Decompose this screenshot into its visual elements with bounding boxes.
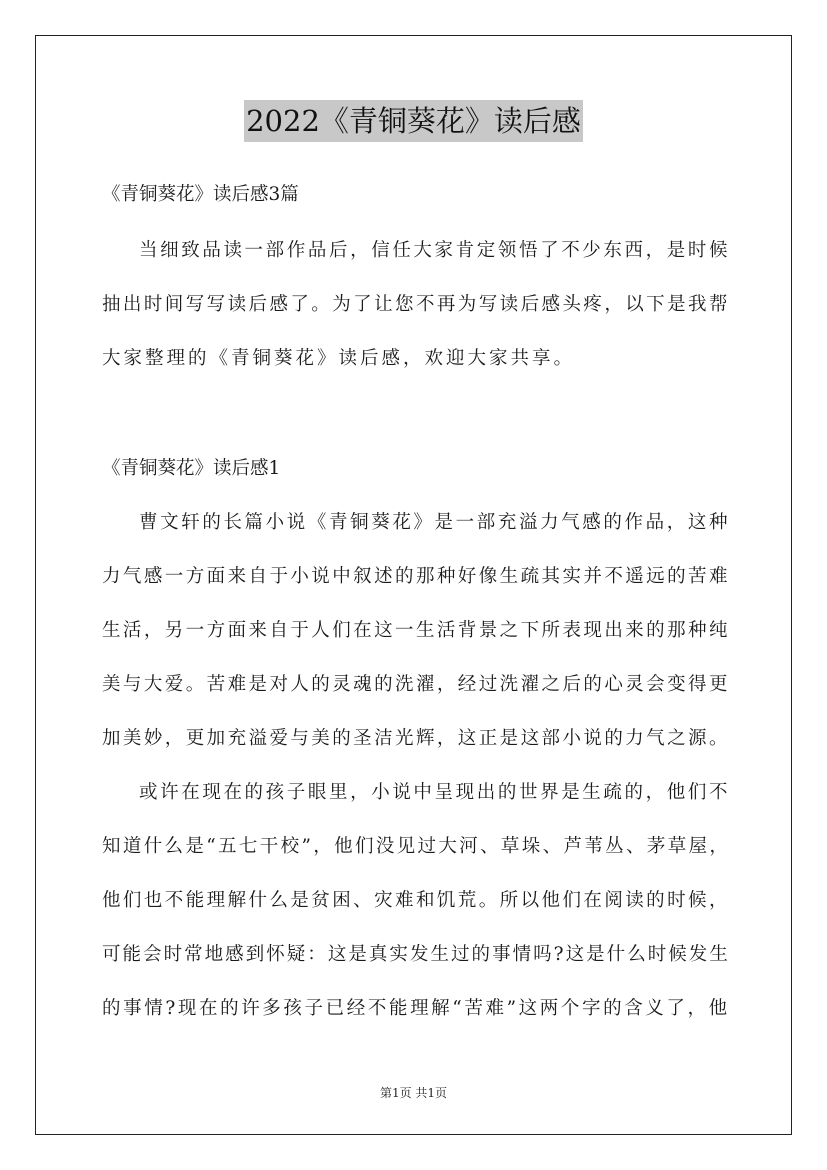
paragraph1-line-2: 力气感一方面来自于小说中叙述的那种好像生疏其实并不遥远的苦难 [102,566,730,587]
document-title: 2022《青铜葵花》读后感 [244,100,583,142]
intro-line-2: 抽出时间写写读后感了。为了让您不再为写读后感头疼，以下是我帮 [102,294,730,315]
paragraph1-line-4: 美与大爱。苦难是对人的灵魂的洗濯，经过洗濯之后的心灵会变得更 [102,674,730,695]
paragraph1-line-3: 生活，另一方面来自于人们在这一生活背景之下所表现出来的那种纯 [102,620,730,641]
paragraph2-line-2: 知道什么是“五七干校”，他们没见过大河、草垛、芦苇丛、茅草屋， [102,836,731,857]
paragraph2-line-3: 他们也不能理解什么是贫困、灾难和饥荒。所以他们在阅读的时候， [102,890,730,911]
paragraph2-line-4: 可能会时常地感到怀疑：这是真实发生过的事情吗?这是什么时候发生 [102,944,730,965]
paragraph1-line-1: 曹文轩的长篇小说《青铜葵花》是一部充溢力气感的作品，这种 [139,512,731,533]
page-footer: 第1页 共1页 [379,1086,448,1100]
intro-line-1: 当细致品读一部作品后，信任大家肯定领悟了不少东西，是时候 [139,240,731,261]
subtitle: 《青铜葵花》读后感3篇 [102,184,299,205]
title-container [0,100,827,142]
paragraph2-line-1: 或许在现在的孩子眼里，小说中呈现出的世界是生疏的，他们不 [139,782,731,803]
intro-line-3: 大家整理的《青铜葵花》读后感，欢迎大家共享。 [102,348,576,369]
paragraph2-line-5: 的事情?现在的许多孩子已经不能理解“苦难”这两个字的含义了，他 [102,998,730,1019]
paragraph1-line-5: 加美妙，更加充溢爱与美的圣洁光辉，这正是这部小说的力气之源。 [102,728,730,749]
section-heading: 《青铜葵花》读后感1 [102,458,281,479]
